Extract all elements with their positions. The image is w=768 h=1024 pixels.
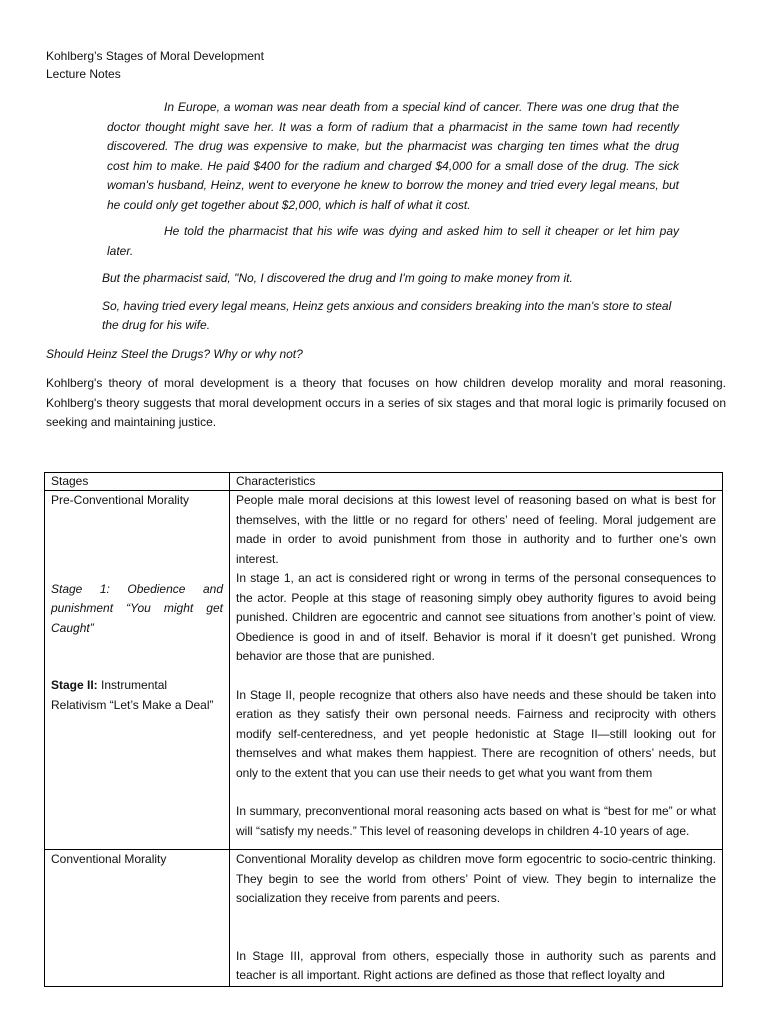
conventional-characteristics-cell [230, 850, 723, 987]
document-title: Kohlberg’s Stages of Moral Development [46, 49, 264, 63]
table-row-preconventional [45, 491, 723, 850]
preconventional-characteristics-cell [230, 491, 723, 850]
document-subtitle: Lecture Notes [46, 67, 121, 81]
header-characteristics: Characteristics [230, 473, 723, 491]
stages-table [44, 472, 723, 987]
header-stages: Stages [45, 473, 230, 491]
heinz-dilemma-story [102, 98, 679, 336]
preconventional-paragraph-2: In stage 1, an act is considered right or wrong in terms of the personal consequences to the actor. People at this stage of reasoning simply obey authority figures to avoid being punished. Children are egocentric and cannot see situations from another’s point of view. Obedience is good in and of itself. Behavior is moral if it doesn’t get punished. Wrong behavior are those that are punished. [236, 571, 716, 663]
table-header-row [45, 473, 723, 491]
story-paragraph-1: In Europe, a woman was near death from a special kind of cancer. There was one drug that the doctor thought might save her. It was a form of radium that a pharmacist in the same town had recently discovered. The drug was expensive to make, but the pharmacist was charging ten times what the drug cost him to make. He paid $400 for the radium and charged $4,000 for a small dose of the drug. The sick woman's husband, Heinz, went to everyone he knew to borrow the money and tried every legal means, but he could only get together about $2,000, which is half of what it cost. [107, 100, 679, 212]
story-paragraph-2: He told the pharmacist that his wife was dying and asked him to sell it cheaper or let him pay later. [107, 224, 679, 258]
preconventional-level-label: Pre-Conventional Morality [51, 493, 190, 507]
intro-paragraph: Kohlberg's theory of moral development is a theory that focuses on how children develop morality and moral reasoning. Kohlberg's theory suggests that moral development occurs in a series of six stages and that moral logic is primarily focused on seeking and maintaining justice. [46, 376, 726, 429]
preconventional-stages-cell [45, 491, 230, 850]
preconventional-paragraph-4: In summary, preconventional moral reasoning acts based on what is “best for me” or what will “satisfy my needs.” This level of reasoning develops in children 4-10 years of age. [236, 804, 716, 838]
conventional-paragraph-1: Conventional Morality develop as children move form egocentric to socio-centric thinking. They begin to see the world from others’ Point of view. They begin to internalize the socialization they receive from parents and peers. [236, 852, 716, 905]
conventional-paragraph-2: In Stage III, approval from others, especially those in authority such as parents and teacher is all important. Right actions are defined as those that reflect loyalty and [236, 948, 716, 982]
discussion-question: Should Heinz Steel the Drugs? Why or why not? [46, 347, 303, 361]
stage-2-prefix: Stage II: [51, 678, 98, 692]
preconventional-paragraph-3: In Stage II, people recognize that others also have needs and these should be taken into eration as they satisfy their own personal needs. Fairness and reciprocity with others modify self-centeredness, and yet people hedonistic at Stage II—still looking out for themselves and what makes them happiest. There are recognition of others’ needs, but only to the extent that you can use their needs to get what you want from them [236, 687, 716, 780]
table-row-conventional [45, 850, 723, 987]
story-paragraph-3: But the pharmacist said, "No, I discovered the drug and I'm going to make money from it. [102, 271, 573, 285]
document-header [46, 47, 264, 83]
conventional-level-label: Conventional Morality [51, 852, 167, 866]
stage-1-title: Stage 1: Obedience and punishment “You might get Caught” [51, 581, 223, 635]
conventional-stages-cell [45, 850, 230, 987]
stage-2-name: Instrumental Relativism “Let’s Make a Deal” [51, 678, 214, 712]
stage-2-title [51, 676, 223, 715]
preconventional-paragraph-1: People male moral decisions at this lowest level of reasoning based on what is best for themselves, with the little or no regard for others’ need of feeling. Moral judgement are made in order to avoid punishment from those in authority and to further one’s own interest. [236, 493, 716, 566]
story-paragraph-4: So, having tried every legal means, Heinz gets anxious and considers breaking into the man's store to steal the drug for his wife. [102, 298, 672, 332]
